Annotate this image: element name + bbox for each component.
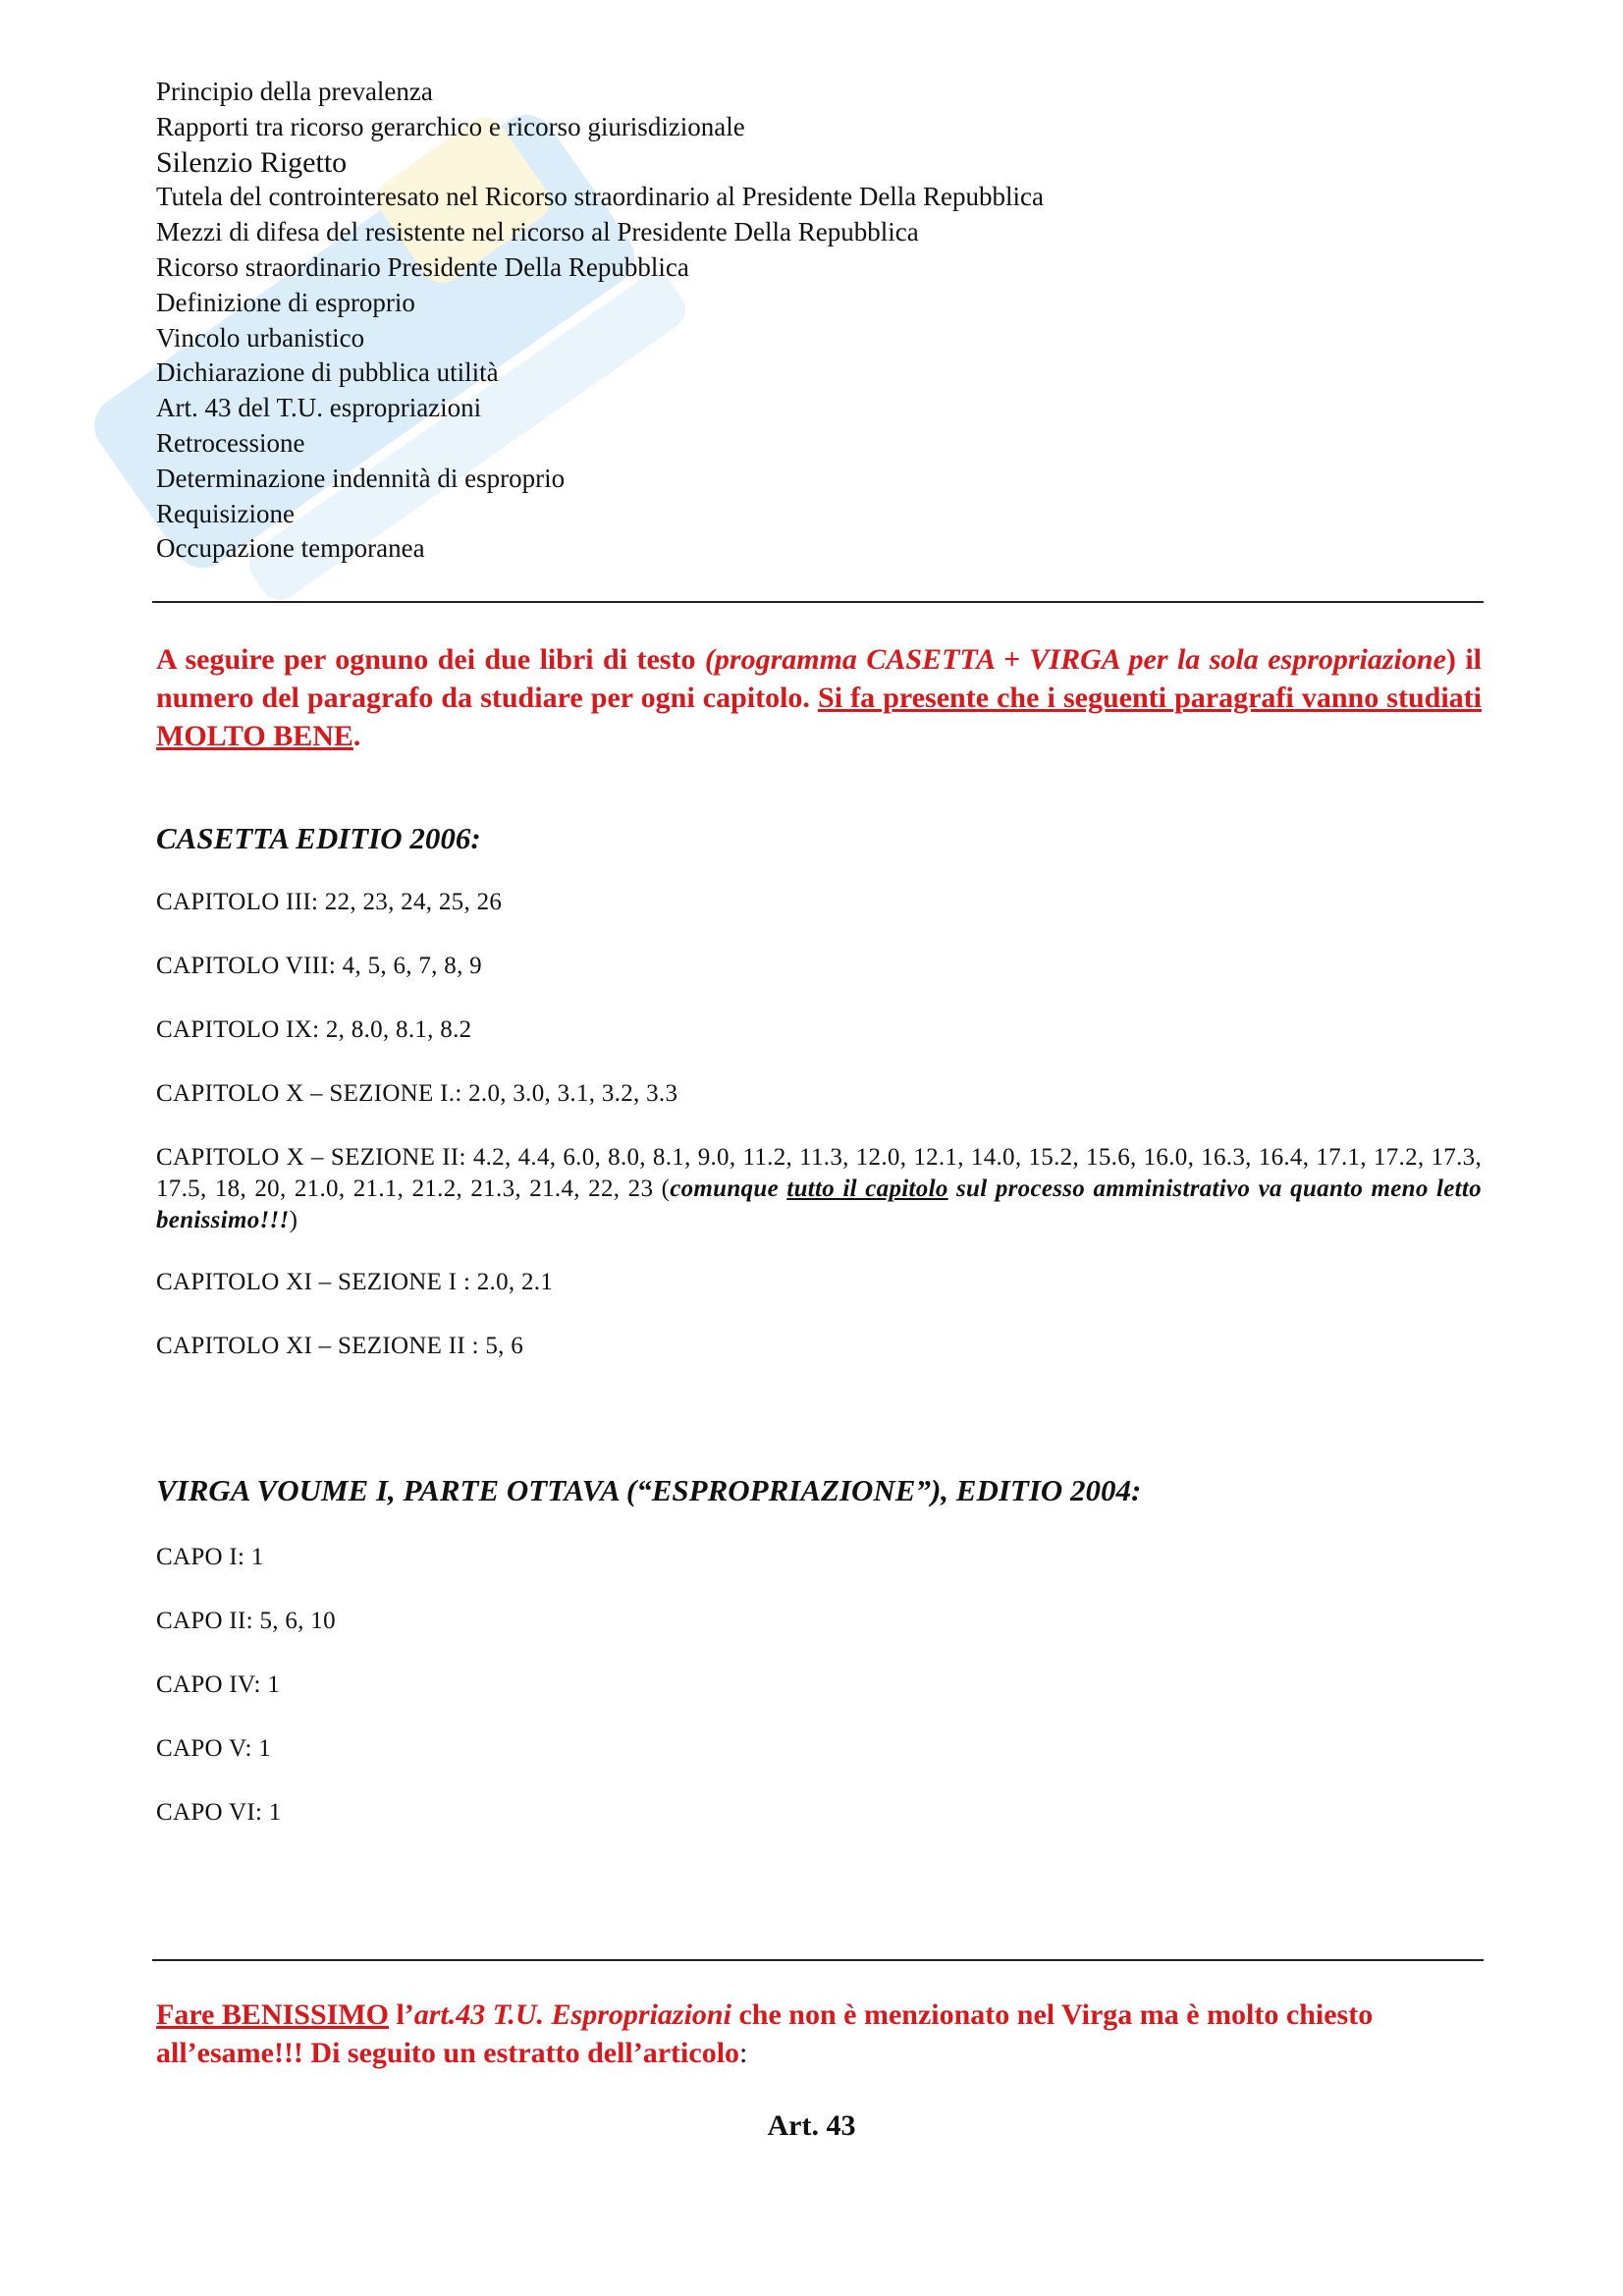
chapter-note-close: )	[289, 1207, 298, 1233]
intro-text: A seguire per ognuno dei due libri di testo	[156, 643, 705, 676]
capo-line: CAPO I: 1	[156, 1544, 264, 1570]
virga-heading: VIRGA VOUME I, PARTE OTTAVA (“ESPROPRIAZIONE”), EDITIO 2004:	[156, 1473, 1142, 1507]
chapter-line: CAPITOLO X – SEZIONE I.: 2.0, 3.0, 3.1, 3.2, 3.3	[156, 1080, 678, 1107]
topic-item: Principio della prevalenza	[156, 77, 433, 106]
topic-item: Definizione di esproprio	[156, 287, 415, 317]
capo-line: CAPO VI: 1	[156, 1799, 282, 1826]
topic-item: Dichiarazione di pubblica utilità	[156, 357, 499, 388]
topic-item: Mezzi di difesa del resistente nel ricorso al Presidente Della Repubblica	[156, 217, 919, 247]
closing-text: l’	[388, 1998, 414, 2031]
intro-text: ) il numero del paragrafo da studiare per ogni capitolo.	[156, 643, 1482, 714]
capo-line: CAPO IV: 1	[156, 1671, 281, 1698]
chapter-paragraphs: CAPITOLO X – SEZIONE II: 4.2, 4.4, 6.0, 8.0, 8.1, 9.0, 11.2, 11.3, 12.0, 12.1, 14.0, 15.2, 15.6, 16.0, 16.3, 16.4, 17.1, 17.2, 17.3, 17.5, 18, 20, 21.0, 21.1, 21.2, 21.3, 21.4, 22, 23 (	[156, 1144, 1482, 1202]
topic-item: Retrocessione	[156, 427, 305, 458]
topic-item: Requisizione	[156, 498, 295, 528]
chapter-line-long	[156, 1142, 1482, 1236]
chapter-note: sul processo amministrativo va quanto meno letto benissimo!!!	[156, 1175, 1482, 1233]
closing-text: che non è menzionato nel Virga ma è molto chiesto all’esame!!! Di seguito un estratto dell’articolo	[156, 1998, 1374, 2069]
chapter-line: CAPITOLO VIII: 4, 5, 6, 7, 8, 9	[156, 953, 482, 979]
closing-emphasis: Fare BENISSIMO	[156, 1998, 389, 2031]
capo-line: CAPO V: 1	[156, 1735, 272, 1762]
closing-italic: art.43 T.U. Espropriazioni	[413, 1998, 731, 2031]
chapter-note-underlined: tutto il capitolo	[786, 1175, 948, 1202]
topic-item: Rapporti tra ricorso gerarchico e ricorso giurisdizionale	[156, 111, 745, 141]
topic-item: Tutela del controinteresato nel Ricorso straordinario al Presidente Della Repubblica	[156, 182, 1044, 212]
topic-item: Vincolo urbanistico	[156, 322, 365, 353]
topic-item: Ricorso straordinario Presidente Della Repubblica	[156, 251, 689, 282]
topic-item: Determinazione indennità di esproprio	[156, 463, 566, 493]
intro-emphasis: Si fa presente che i seguenti paragrafi vanno studiati MOLTO BENE	[156, 682, 1482, 752]
chapter-line: CAPITOLO XI – SEZIONE II : 5, 6	[156, 1333, 524, 1359]
article-title: Art. 43	[767, 2109, 856, 2142]
closing-paragraph	[156, 1995, 1482, 2072]
intro-paragraph	[156, 640, 1482, 755]
chapter-note: comunque	[670, 1175, 787, 1202]
topic-item: Occupazione temporanea	[156, 533, 425, 564]
chapter-line: CAPITOLO III: 22, 23, 24, 25, 26	[156, 889, 503, 915]
topic-item: Art. 43 del T.U. espropriazioni	[156, 393, 482, 423]
capo-line: CAPO II: 5, 6, 10	[156, 1608, 336, 1634]
chapter-line: CAPITOLO XI – SEZIONE I : 2.0, 2.1	[156, 1269, 554, 1295]
closing-colon: :	[739, 2037, 748, 2069]
intro-italic: (programma CASETTA + VIRGA per la sola espropriazione	[704, 643, 1446, 676]
topic-item: Silenzio Rigetto	[156, 145, 348, 179]
chapter-line: CAPITOLO IX: 2, 8.0, 8.1, 8.2	[156, 1016, 472, 1043]
casetta-heading: CASETTA EDITIO 2006:	[156, 821, 481, 855]
topic-list	[156, 75, 1433, 567]
divider	[152, 1959, 1484, 1961]
divider	[152, 601, 1484, 603]
intro-text: .	[352, 720, 361, 752]
